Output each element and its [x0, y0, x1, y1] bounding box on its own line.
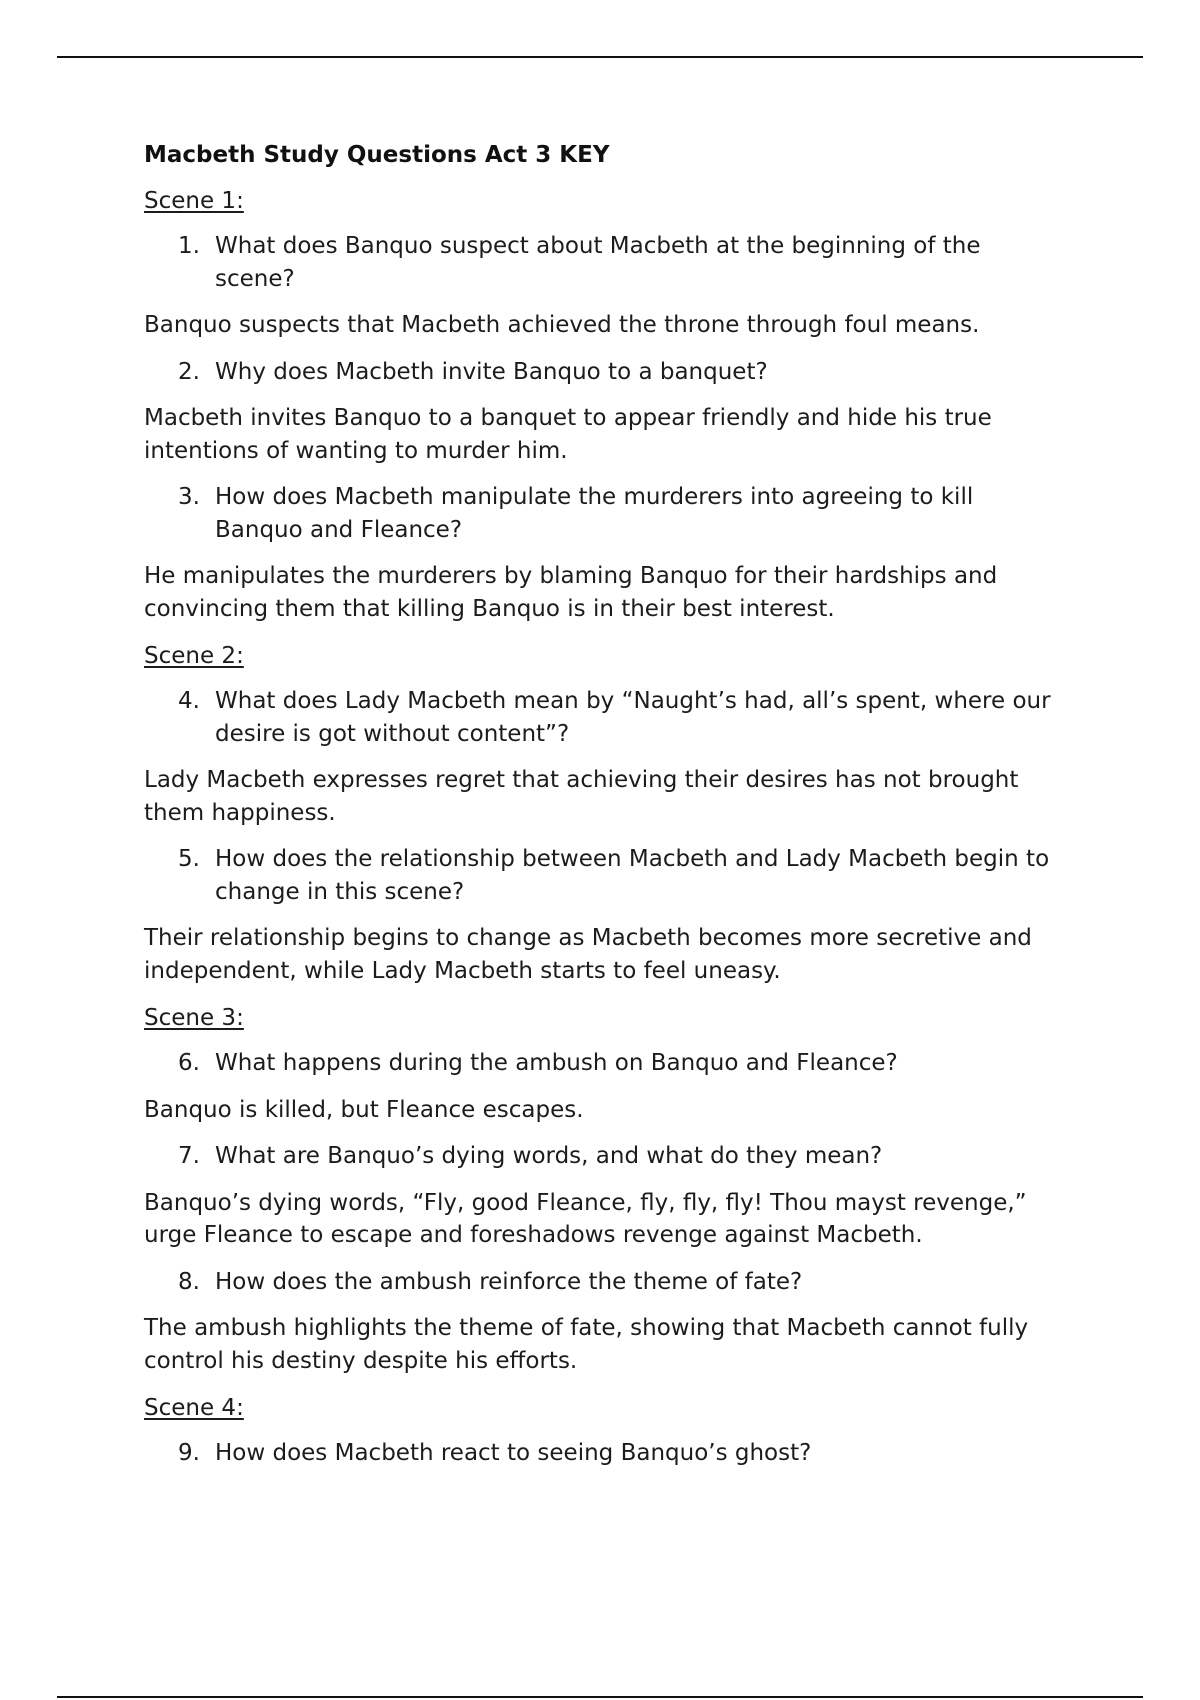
- scene-heading: [144, 1391, 1064, 1425]
- scene-heading-label: Scene 4:: [144, 1395, 244, 1421]
- question-number: 1.: [178, 233, 200, 259]
- question-item: [144, 843, 1064, 908]
- scene-heading-label: Scene 2:: [144, 643, 244, 669]
- question-item: [144, 1266, 1064, 1299]
- document-title: Macbeth Study Questions Act 3 KEY: [144, 142, 610, 168]
- question-item: [144, 481, 1064, 546]
- question-item: [144, 1047, 1064, 1080]
- question-item: [144, 356, 1064, 389]
- answer-text: Their relationship begins to change as Macbeth becomes more secretive and independent, while Lady Macbeth starts to feel uneasy.: [144, 925, 1032, 984]
- document-body: [144, 138, 1064, 1484]
- scene-heading: [144, 184, 1064, 218]
- answer-text: Banquo is killed, but Fleance escapes.: [144, 1096, 584, 1123]
- question-number: 8.: [178, 1268, 200, 1295]
- footer-rule: [57, 1696, 1143, 1698]
- scene-heading: [144, 1001, 1064, 1035]
- answer-text: Banquo suspects that Macbeth achieved the throne through foul means.: [144, 312, 980, 338]
- question-text: What happens during the ambush on Banquo and Fleance?: [215, 1050, 898, 1076]
- question-number: 3.: [178, 484, 200, 510]
- question-number: 9.: [178, 1440, 200, 1466]
- question-text: Why does Macbeth invite Banquo to a banquet?: [215, 358, 768, 385]
- scene-heading: [144, 639, 1064, 673]
- question-number: 5.: [178, 846, 200, 872]
- answer-text: Macbeth invites Banquo to a banquet to appear friendly and hide his true intentions of wanting to murder him.: [144, 405, 992, 464]
- header-rule: [57, 56, 1143, 58]
- question-item: [144, 685, 1064, 750]
- scene-heading-label: Scene 3:: [144, 1005, 244, 1031]
- question-text: What does Banquo suspect about Macbeth at the beginning of the scene?: [215, 233, 981, 292]
- question-number: 7.: [178, 1143, 200, 1169]
- question-number: 6.: [178, 1050, 200, 1076]
- question-text: How does the ambush reinforce the theme of fate?: [215, 1268, 803, 1295]
- question-number: 4.: [178, 688, 200, 714]
- question-text: How does Macbeth react to seeing Banquo’s ghost?: [215, 1440, 812, 1466]
- answer-text: The ambush highlights the theme of fate, showing that Macbeth cannot fully control his destiny despite his efforts.: [144, 1315, 1029, 1374]
- question-text: What does Lady Macbeth mean by “Naught’s had, all’s spent, where our desire is got without content”?: [215, 688, 1051, 747]
- question-text: How does the relationship between Macbeth and Lady Macbeth begin to change in this scene?: [215, 846, 1050, 905]
- question-text: What are Banquo’s dying words, and what do they mean?: [215, 1143, 883, 1169]
- answer-text: Lady Macbeth expresses regret that achieving their desires has not brought them happiness.: [144, 767, 1019, 826]
- question-item: [144, 230, 1064, 295]
- answer-text: He manipulates the murderers by blaming Banquo for their hardships and convincing them that killing Banquo is in their best interest.: [144, 563, 998, 622]
- question-item: [144, 1140, 1064, 1173]
- question-number: 2.: [178, 358, 200, 385]
- scene-heading-label: Scene 1:: [144, 188, 244, 214]
- answer-text: Banquo’s dying words, “Fly, good Fleance, fly, fly, fly! Thou mayst revenge,” urge Fleance to escape and foreshadows revenge against Macbeth.: [144, 1189, 1027, 1248]
- question-item: [144, 1437, 1064, 1470]
- question-text: How does Macbeth manipulate the murderers into agreeing to kill Banquo and Fleance?: [215, 484, 974, 543]
